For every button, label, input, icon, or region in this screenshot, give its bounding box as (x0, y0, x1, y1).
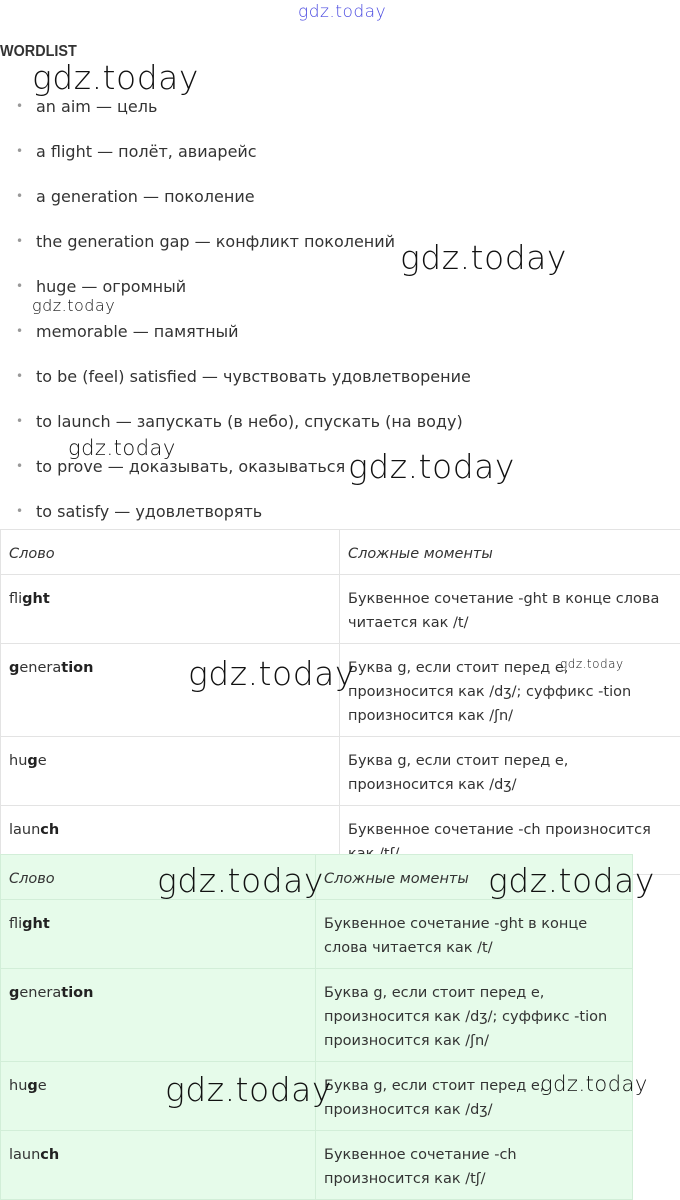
column-header-notes: Сложные моменты (340, 530, 680, 575)
note-cell: Буква g, если стоит перед e, произносится как /dʒ/ (316, 1062, 633, 1131)
table-row (1, 575, 680, 644)
watermark: gdz.today (348, 447, 515, 486)
wordlist-heading: WORDLIST (0, 43, 77, 61)
watermark: gdz.today (165, 1070, 332, 1109)
watermark: gdz.today (68, 436, 176, 460)
watermark: gdz.today (188, 654, 355, 693)
note-cell: Буква g, если стоит перед e, произносится как /dʒ/; суффикс -tion произносится как /ʃn/ (340, 644, 680, 737)
note-cell: Буквенное сочетание -ch произносится (340, 806, 680, 875)
word-cell: huge (1, 1062, 316, 1131)
table-row (1, 737, 680, 806)
watermark: gdz.today (157, 861, 324, 900)
watermark: gdz.today (488, 861, 655, 900)
table-header-row (1, 530, 680, 575)
note-cell: Буквенное сочетание -ght в конце слова читается как /t/ (316, 900, 633, 969)
watermark: gdz.today (540, 1072, 648, 1096)
table-row (1, 900, 633, 969)
note-cell: Буквенное сочетание -ch произносится как /tʃ/ (316, 1131, 633, 1200)
word-cell: huge (1, 737, 340, 806)
word-cell: launch (1, 806, 340, 875)
difficulties-table (0, 529, 680, 875)
table-row (1, 969, 633, 1062)
watermark: gdz.today (400, 238, 567, 277)
table-row (1, 1131, 633, 1200)
word-cell: flight (1, 575, 340, 644)
word-cell: generation (1, 969, 316, 1062)
watermark: gdz.today (560, 657, 624, 671)
note-cell: Буква g, если стоит перед e, произносится как /dʒ/ (340, 737, 680, 806)
difficulties-table-highlighted (0, 854, 633, 1200)
note-cell: Буквенное сочетание -ght в конце слова читается как /t/ (340, 575, 680, 644)
column-header-word: Слово (1, 855, 316, 900)
watermark-top: gdz.today (298, 2, 386, 22)
column-header-word: Слово (1, 530, 340, 575)
word-cell: generation (1, 644, 340, 737)
column-header-notes: Сложные моменты (316, 855, 633, 900)
word-cell: launch (1, 1131, 316, 1200)
watermark: gdz.today (32, 296, 115, 315)
note-cell: Буква g, если стоит перед e, произносится как /dʒ/; суффикс -tion произносится как /ʃn/ (316, 969, 633, 1062)
watermark: gdz.today (32, 58, 199, 97)
word-cell: flight (1, 900, 316, 969)
